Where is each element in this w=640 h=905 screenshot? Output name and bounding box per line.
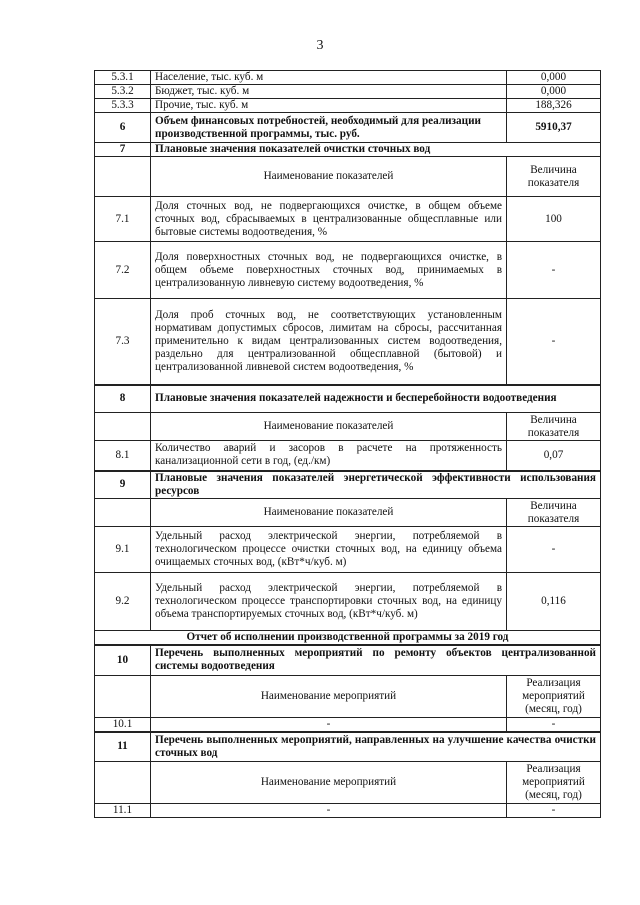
table-row — [95, 143, 601, 157]
row-number: 11.1 — [95, 804, 151, 818]
table-header-row — [95, 675, 601, 717]
table-row — [95, 732, 601, 762]
row-number: 8.1 — [95, 441, 151, 471]
table-row — [95, 71, 601, 85]
row-value: 0,116 — [507, 573, 601, 631]
blank-cell — [95, 499, 151, 527]
row-value: - — [507, 299, 601, 385]
section-number: 9 — [95, 471, 151, 499]
table-row — [95, 645, 601, 675]
section-title: Перечень выполненных мероприятий по ремонту объектов централизованной системы водоотведения — [151, 645, 601, 675]
row-value: 5910,37 — [507, 113, 601, 143]
column-header-value: Реализация мероприятий (месяц, год) — [507, 762, 601, 804]
row-value: 188,326 — [507, 99, 601, 113]
table-row — [95, 242, 601, 299]
page-number: 3 — [316, 38, 324, 53]
section-title: Перечень выполненных мероприятий, направленных на улучшение качества очистки сточных вод — [151, 732, 601, 762]
row-label: Удельный расход электрической энергии, потребляемой в технологическом процессе очистки сточных вод, на единицу объема очищаемых сточных вод, (кВт*ч/куб. м) — [151, 527, 507, 573]
row-number: 7.1 — [95, 197, 151, 242]
table-row — [95, 85, 601, 99]
table-row — [95, 717, 601, 732]
table-header-row — [95, 157, 601, 197]
row-number: 9.2 — [95, 573, 151, 631]
table-header-row — [95, 762, 601, 804]
blank-cell — [95, 413, 151, 441]
row-number: 5.3.1 — [95, 71, 151, 85]
table-row — [95, 573, 601, 631]
column-header-value: Реализация мероприятий (месяц, год) — [507, 675, 601, 717]
table-header-row — [95, 413, 601, 441]
column-header-name: Наименование мероприятий — [151, 675, 507, 717]
program-table — [94, 70, 601, 818]
row-number: 7.2 — [95, 242, 151, 299]
section-number: 10 — [95, 645, 151, 675]
row-label: Прочие, тыс. куб. м — [151, 99, 507, 113]
row-label: Доля проб сточных вод, не соответствующих установленным нормативам допустимых сбросов, лимитам на сбросы, рассчитанная применительно к видам централизованных систем водоотведения, раздельно для централизованной общесплавной (бытовой) и централизованной ливневой систем водоотведения, % — [151, 299, 507, 385]
section-number: 7 — [95, 143, 151, 157]
column-header-name: Наименование мероприятий — [151, 762, 507, 804]
table-row — [95, 197, 601, 242]
column-header-name: Наименование показателей — [151, 499, 507, 527]
row-value: 0,07 — [507, 441, 601, 471]
row-label: Доля поверхностных сточных вод, не подвергающихся очистке, в общем объеме поверхностных сточных вод, принимаемых в централизованную ливневую систему водоотведения, % — [151, 242, 507, 299]
row-label: Удельный расход электрической энергии, потребляемой в технологическом процессе транспортировки сточных вод, на единицу объема транспортируемых сточных вод, (кВт*ч/куб. м) — [151, 573, 507, 631]
section-number: 8 — [95, 385, 151, 413]
section-title: Плановые значения показателей очистки сточных вод — [151, 143, 601, 157]
blank-cell — [95, 157, 151, 197]
row-number: 5.3.2 — [95, 85, 151, 99]
row-value: 0,000 — [507, 85, 601, 99]
section-number: 6 — [95, 113, 151, 143]
blank-cell — [95, 675, 151, 717]
table-row — [95, 385, 601, 413]
table-row — [95, 527, 601, 573]
row-number: 7.3 — [95, 299, 151, 385]
row-label: Население, тыс. куб. м — [151, 71, 507, 85]
table-row — [95, 804, 601, 818]
column-header-name: Наименование показателей — [151, 413, 507, 441]
blank-cell — [95, 762, 151, 804]
row-label: Количество аварий и засоров в расчете на протяженность канализационной сети в год, (ед./км) — [151, 441, 507, 471]
row-value: 100 — [507, 197, 601, 242]
row-label: Доля сточных вод, не подвергающихся очистке, в общем объеме сточных вод, сбрасываемых в централизованные общесплавные или бытовые системы водоотведения, % — [151, 197, 507, 242]
row-value: - — [507, 804, 601, 818]
table-row — [95, 113, 601, 143]
section-title: Плановые значения показателей энергетической эффективности использования ресурсов — [151, 471, 601, 499]
table-row — [95, 441, 601, 471]
row-label: Бюджет, тыс. куб. м — [151, 85, 507, 99]
row-number: 9.1 — [95, 527, 151, 573]
row-label: - — [151, 804, 507, 818]
column-header-name: Наименование показателей — [151, 157, 507, 197]
section-number: 11 — [95, 732, 151, 762]
column-header-value: Величина показателя — [507, 499, 601, 527]
table-row — [95, 631, 601, 646]
table-row — [95, 299, 601, 385]
row-value: - — [507, 527, 601, 573]
row-label: - — [151, 717, 507, 732]
row-value: 0,000 — [507, 71, 601, 85]
table-row — [95, 471, 601, 499]
row-value: - — [507, 242, 601, 299]
section-title: Плановые значения показателей надежности и бесперебойности водоотведения — [151, 385, 601, 413]
row-number: 10.1 — [95, 717, 151, 732]
row-value: - — [507, 717, 601, 732]
column-header-value: Величина показателя — [507, 157, 601, 197]
table-header-row — [95, 499, 601, 527]
table-row — [95, 99, 601, 113]
row-number: 5.3.3 — [95, 99, 151, 113]
section-title: Объем финансовых потребностей, необходимый для реализации производственной программы, тыс. руб. — [151, 113, 507, 143]
report-title: Отчет об исполнении производственной программы за 2019 год — [95, 631, 601, 646]
column-header-value: Величина показателя — [507, 413, 601, 441]
